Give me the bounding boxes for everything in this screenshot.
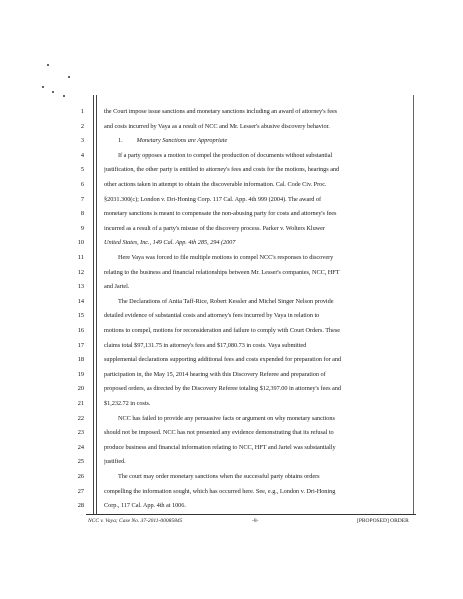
line-number: 22 [77, 414, 84, 422]
line-number: 18 [77, 356, 84, 364]
body-line: and Jartel. [104, 283, 130, 291]
body-line: produce business and financial information relating to NCC, HFT and Jartel was substantially [104, 443, 336, 451]
body-line: should not be imposed. NCC has not presented any evidence demonstrating that its refusal to [104, 429, 334, 437]
line-number: 13 [77, 283, 84, 291]
body-line: NCC has failed to provide any persuasive facts or argument on why monetary sanctions [118, 414, 335, 422]
line-number: 23 [77, 429, 84, 437]
body-line: §2031.300(c); London v. Dri-Honing Corp. 117 Cal. App. 4th 999 (2004). The award of [104, 195, 322, 203]
line-number: 3 [80, 137, 84, 145]
line-number: 12 [77, 268, 84, 276]
line-number: 2 [80, 122, 84, 130]
line-number: 25 [77, 458, 84, 466]
section-number: 1. [118, 137, 123, 145]
line-number: 5 [80, 166, 84, 174]
body-line: The court may order monetary sanctions when the successful party obtains orders [118, 473, 320, 480]
body-line: monetary sanctions is meant to compensate the non-abusing party for costs and attorney's fees [104, 210, 337, 218]
scan-speck [47, 64, 49, 66]
line-number: 9 [80, 224, 84, 232]
line-number: 1 [80, 108, 84, 115]
footer-document-title: [PROPOSED] ORDER [357, 518, 409, 524]
scan-speck [42, 86, 44, 88]
line-number: 27 [77, 487, 84, 495]
body-line: other actions taken in attempt to obtain the discoverable information. Cal. Code Civ. Proc. [104, 181, 327, 188]
scan-speck [52, 91, 54, 93]
line-number: 17 [77, 341, 84, 349]
body-line: participation in, the May 15, 2014 hearing with this Discovery Referee and preparation of [104, 370, 326, 378]
scan-speck [63, 95, 65, 97]
footer-case-caption: NCC v. Vaya; Case No. 37-2011-00085845 [88, 518, 183, 524]
body-line: claims total $97,131.75 in attorney's fees and $17,080.73 in costs. Vaya submitted [104, 341, 307, 349]
body-line: supplemental declarations supporting additional fees and costs expended for preparation for and [104, 356, 342, 364]
line-number: 16 [77, 327, 84, 334]
footer-page-number: -8- [252, 518, 259, 524]
line-number: 8 [80, 210, 84, 218]
body-line: justified. [104, 458, 126, 466]
margin-rule [413, 95, 414, 515]
line-number: 20 [77, 385, 84, 393]
body-line: justification, the other party is entitled to attorney's fees and costs for the motions, hearings and [104, 166, 340, 174]
line-number: 21 [77, 400, 84, 407]
scan-speck [68, 76, 70, 78]
footer-rule [86, 514, 416, 515]
body-line: relating to the business and financial relationships between Mr. Lesser's companies, NCC, HFT [104, 268, 340, 276]
body-line: the Court impose issue sanctions and monetary sanctions including an award of attorney's fees [104, 108, 338, 115]
line-number: 10 [77, 239, 84, 247]
line-number: 4 [80, 151, 84, 159]
body-line: detailed evidence of substantial costs and attorney's fees incurred by Vaya in relation to [104, 312, 320, 320]
body-line: If a party opposes a motion to compel the production of documents without substantial [118, 151, 333, 159]
body-line: Here Vaya was forced to file multiple motions to compel NCC's responses to discovery [118, 254, 334, 261]
body-line: compelling the information sought, which has occurred here. See, e.g., London v. Dri-Honing [104, 487, 336, 495]
margin-rule [96, 95, 97, 515]
body-line: United States, Inc., 149 Cal. App. 4th 285, 294 (2007 [104, 239, 236, 247]
body-line: The Declarations of Anita Taff-Rice, Robert Kessler and Michel Singer Nelson provide [118, 297, 334, 305]
body-line: incurred as a result of a party's misuse of the discovery process. Parker v. Wolters Kluwer [104, 224, 325, 232]
line-number: 15 [77, 312, 84, 320]
line-number: 14 [77, 297, 84, 305]
body-line: and costs incurred by Vaya as a result of NCC and Mr. Lesser's abusive discovery behavior. [104, 122, 330, 130]
line-number: 7 [80, 195, 84, 203]
line-number: 11 [77, 254, 84, 261]
line-number: 28 [77, 502, 84, 510]
line-number: 6 [80, 181, 84, 188]
margin-rule [93, 95, 94, 515]
line-number: 26 [77, 473, 84, 480]
line-number: 24 [77, 443, 84, 451]
section-heading [118, 137, 423, 145]
line-number: 19 [77, 370, 84, 378]
section-title: Monetary Sanctions are Appropriate [136, 137, 228, 145]
body-line: $1,232.72 in costs. [104, 400, 151, 407]
body-line: proposed orders, as directed by the Discovery Referee totaling $12,397.00 in attorney's fees and [104, 385, 341, 393]
body-line: motions to compel, motions for reconsideration and failure to comply with Court Orders. These [104, 327, 341, 334]
body-line: Corp., 117 Cal. App. 4th at 1006. [104, 502, 186, 510]
